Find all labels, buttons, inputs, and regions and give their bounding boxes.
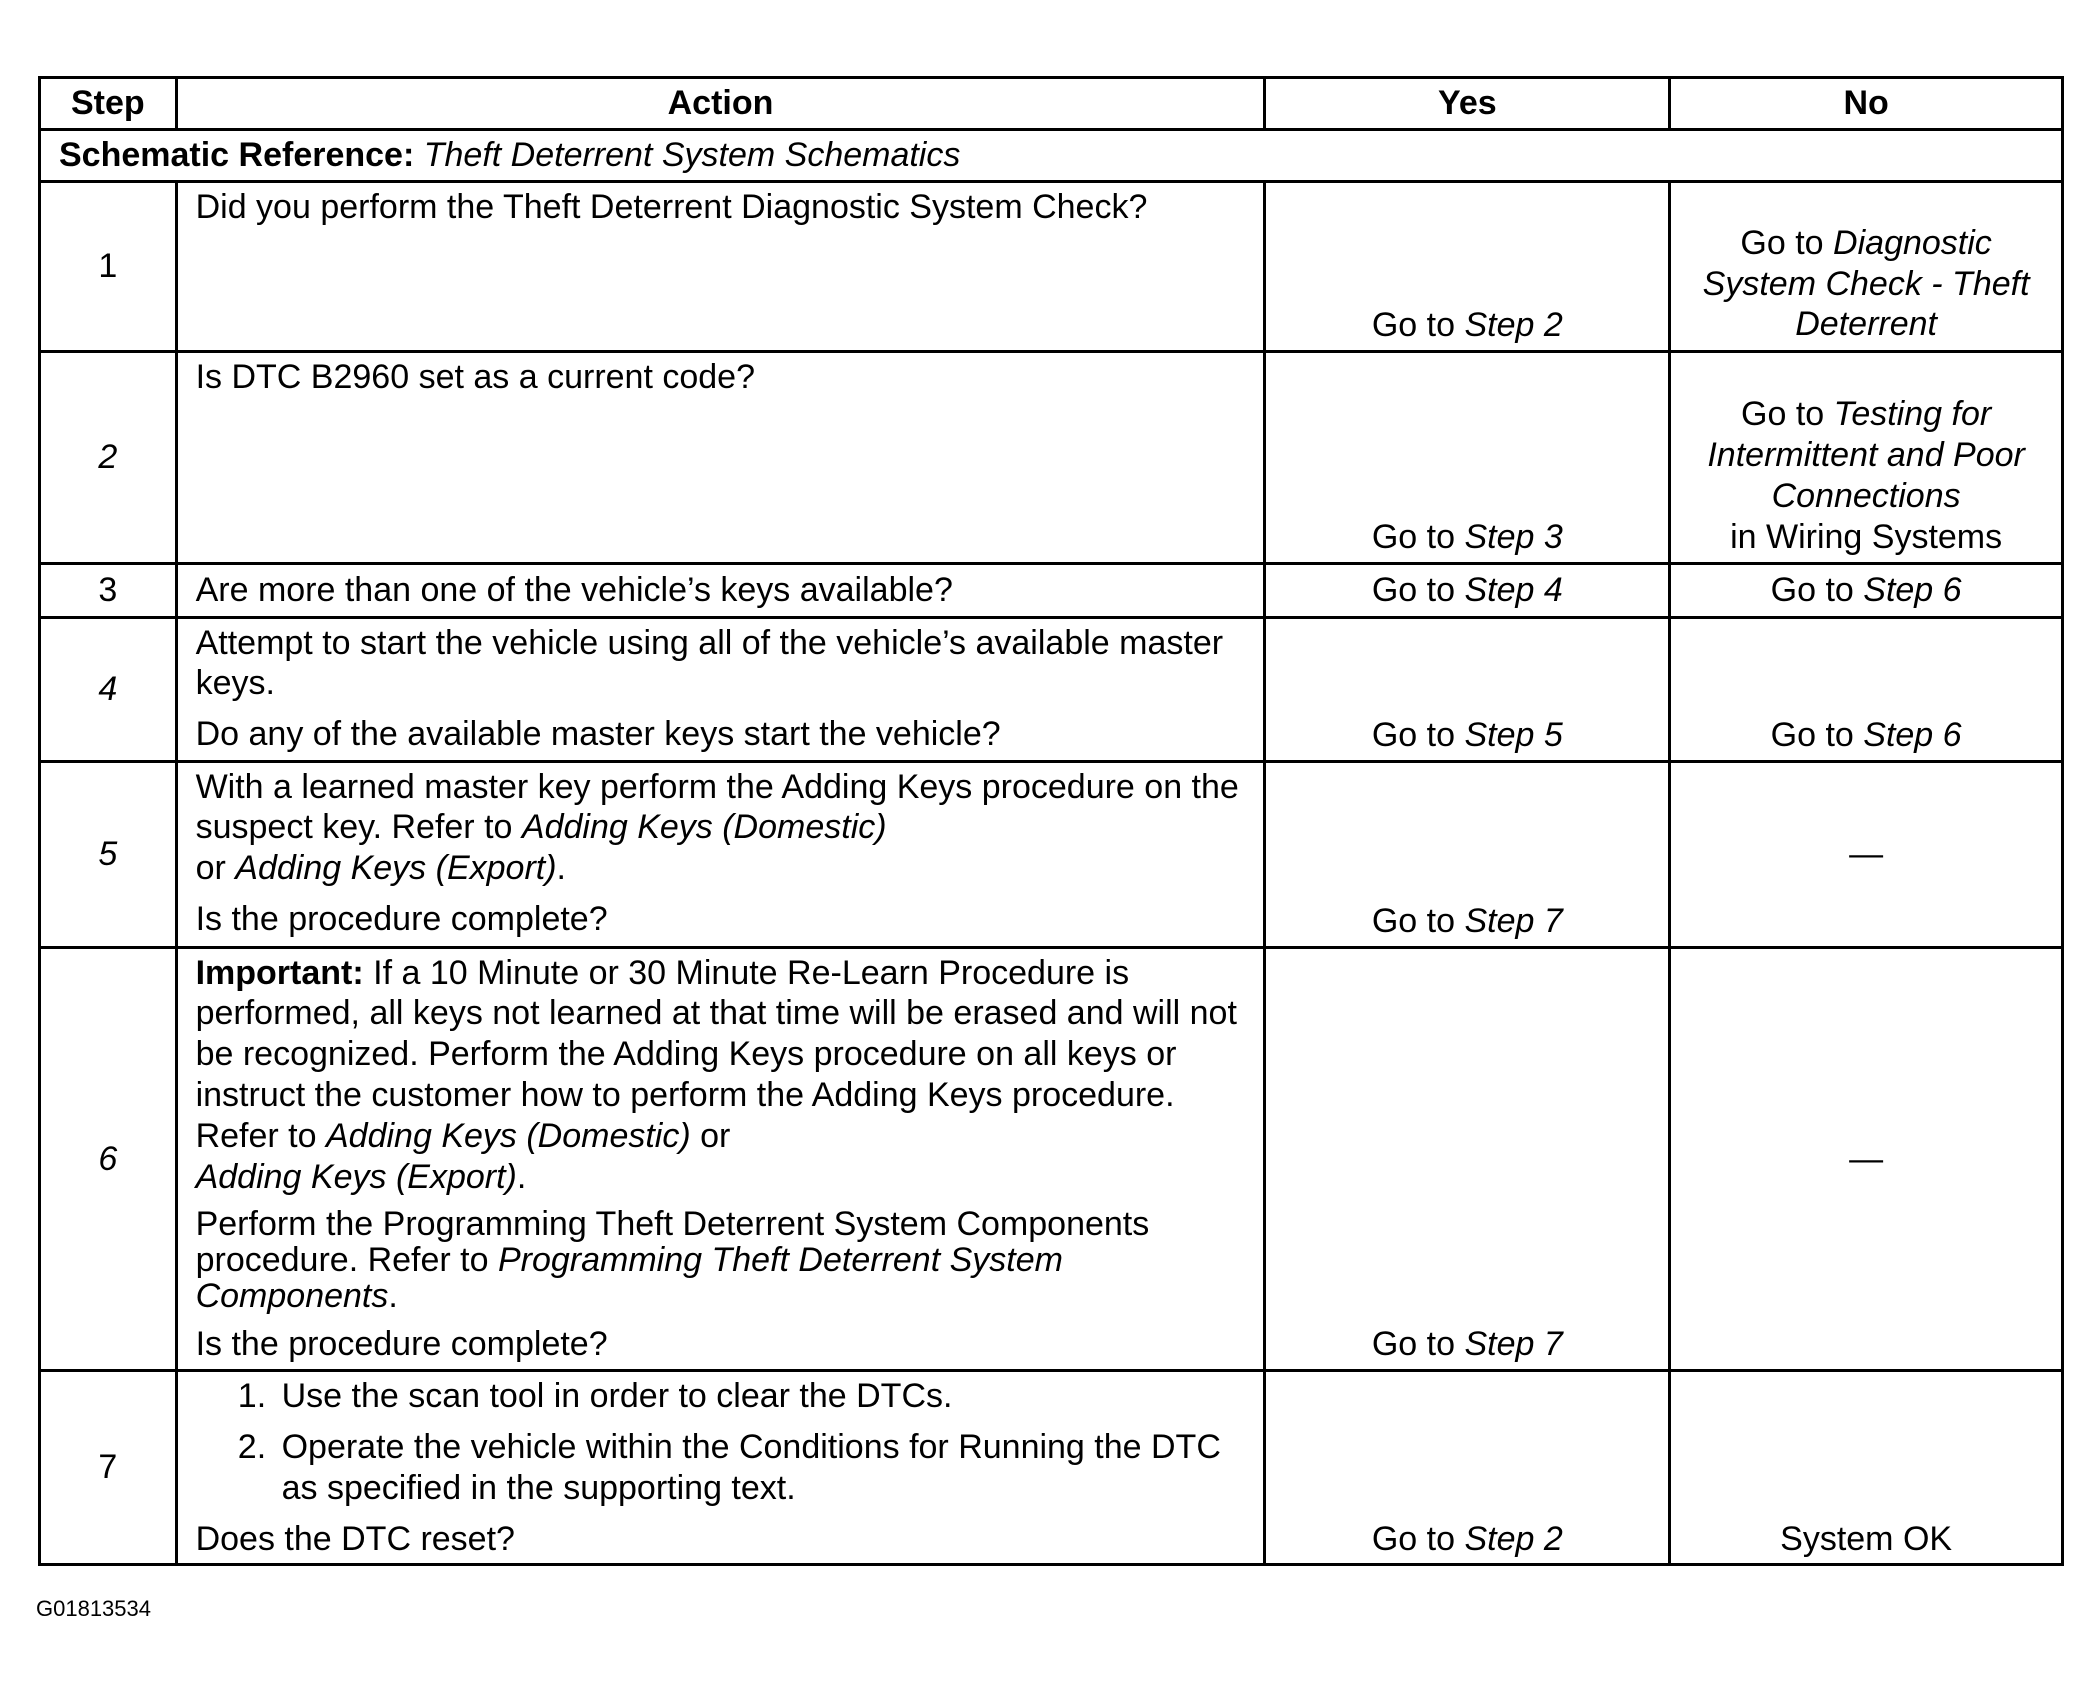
ref-link-domestic[interactable]: Adding Keys (Domestic) bbox=[326, 1116, 691, 1155]
table-row bbox=[40, 351, 2063, 563]
action-cell bbox=[176, 1371, 1265, 1565]
step-number: 4 bbox=[40, 617, 177, 761]
action-question: Are more than one of the vehicle’s keys available? bbox=[195, 570, 953, 609]
table-row bbox=[40, 1371, 2063, 1565]
action-cell bbox=[176, 563, 1265, 617]
ref-link-export[interactable]: Adding Keys (Export) bbox=[195, 1157, 517, 1196]
period: . bbox=[516, 1157, 527, 1196]
step-number: 1 bbox=[40, 181, 177, 351]
yes-step-link[interactable]: Step 5 bbox=[1464, 715, 1563, 754]
header-no: No bbox=[1670, 78, 2063, 130]
important-note bbox=[196, 953, 1246, 1198]
step-number: 6 bbox=[40, 947, 177, 1371]
yes-cell bbox=[1265, 181, 1670, 351]
action-question: Do any of the available master keys start the vehicle? bbox=[195, 715, 1001, 754]
no-dash: — bbox=[1849, 834, 1884, 873]
goto-text: Go to bbox=[1770, 715, 1854, 754]
goto-text: Go to bbox=[1371, 901, 1456, 940]
action-list bbox=[196, 1376, 1246, 1508]
action-instruction bbox=[196, 767, 1246, 889]
no-step-link[interactable]: Step 6 bbox=[1863, 570, 1962, 609]
header-action: Action bbox=[176, 78, 1265, 130]
diagnostic-table bbox=[38, 76, 2064, 1566]
ref-link-programming[interactable]: Programming Theft Deterrent System Components bbox=[195, 1241, 1063, 1315]
yes-step-link[interactable]: Step 4 bbox=[1464, 570, 1563, 609]
ref-link-export[interactable]: Adding Keys (Export) bbox=[235, 849, 557, 888]
yes-step-link[interactable]: Step 7 bbox=[1464, 1325, 1563, 1364]
goto-text: Go to bbox=[1371, 570, 1456, 609]
yes-cell bbox=[1265, 947, 1670, 1371]
goto-text: Go to bbox=[1770, 570, 1854, 609]
action-question: Is the procedure complete? bbox=[195, 899, 608, 938]
period: . bbox=[388, 1276, 398, 1315]
or-text: or bbox=[700, 1116, 731, 1155]
goto-text: Go to bbox=[1371, 715, 1456, 754]
no-cell bbox=[1670, 351, 2063, 563]
no-link[interactable]: Diagnostic System Check - Theft Deterrent bbox=[1702, 223, 2030, 344]
period: . bbox=[556, 849, 566, 888]
action-instruction: Attempt to start the vehicle using all of the vehicle’s available master keys. bbox=[195, 623, 1224, 703]
header-yes: Yes bbox=[1265, 78, 1670, 130]
no-cell bbox=[1670, 947, 2063, 1371]
yes-step-link[interactable]: Step 2 bbox=[1464, 1519, 1563, 1558]
no-link[interactable]: Testing for Intermittent and Poor Connections bbox=[1707, 395, 2025, 515]
yes-cell bbox=[1265, 351, 1670, 563]
yes-step-link[interactable]: Step 3 bbox=[1464, 517, 1563, 556]
instruction-text: With a learned master key perform the Adding Keys procedure on the suspect key. Refer to bbox=[195, 767, 1239, 847]
schematic-link[interactable]: Theft Deterrent System Schematics bbox=[423, 135, 961, 174]
no-cell bbox=[1670, 181, 2063, 351]
no-cell bbox=[1670, 617, 2063, 761]
no-step-link[interactable]: Step 6 bbox=[1863, 715, 1962, 754]
step-number: 7 bbox=[40, 1371, 177, 1565]
yes-cell bbox=[1265, 1371, 1670, 1565]
table-row bbox=[40, 617, 2063, 761]
action-cell bbox=[176, 351, 1265, 563]
action-instruction bbox=[196, 1207, 1246, 1314]
schematic-reference bbox=[40, 129, 2063, 181]
schematic-label: Schematic Reference: bbox=[59, 135, 415, 174]
yes-cell bbox=[1265, 761, 1670, 947]
or-text: or bbox=[195, 849, 226, 888]
goto-text: Go to bbox=[1740, 223, 1824, 262]
action-question: Is the procedure complete? bbox=[195, 1325, 608, 1364]
table-row bbox=[40, 181, 2063, 351]
table-row bbox=[40, 947, 2063, 1371]
ref-link-domestic[interactable]: Adding Keys (Domestic) bbox=[521, 808, 887, 847]
no-cell bbox=[1670, 761, 2063, 947]
action-cell bbox=[176, 617, 1265, 761]
no-result: System OK bbox=[1780, 1519, 1953, 1558]
no-cell bbox=[1670, 563, 2063, 617]
step-number: 5 bbox=[40, 761, 177, 947]
goto-text: Go to bbox=[1371, 305, 1456, 344]
yes-cell bbox=[1265, 563, 1670, 617]
yes-step-link[interactable]: Step 7 bbox=[1464, 901, 1563, 940]
action-question: Did you perform the Theft Deterrent Diagnostic System Check? bbox=[195, 187, 1148, 226]
no-cell bbox=[1670, 1371, 2063, 1565]
important-text: If a 10 Minute or 30 Minute Re-Learn Procedure is performed, all keys not learned at that time will be erased and will not be recognized. Perform the Adding Keys procedure on all keys or instruct the customer how to perform the Adding Keys procedure. Refer to bbox=[195, 953, 1237, 1155]
table-row bbox=[40, 761, 2063, 947]
action-question: Is DTC B2960 set as a current code? bbox=[195, 357, 755, 396]
goto-text: Go to bbox=[1371, 1325, 1456, 1364]
instruction-text: Perform the Programming Theft Deterrent System Components procedure. Refer to bbox=[195, 1205, 1150, 1280]
header-row bbox=[40, 78, 2063, 130]
step-number: 3 bbox=[40, 563, 177, 617]
step-number: 2 bbox=[40, 351, 177, 563]
yes-step-link[interactable]: Step 2 bbox=[1464, 305, 1563, 344]
important-label: Important: bbox=[195, 953, 364, 992]
header-step: Step bbox=[40, 78, 177, 130]
action-question: Does the DTC reset? bbox=[195, 1519, 515, 1558]
goto-text: Go to bbox=[1371, 517, 1456, 556]
figure-code: G01813534 bbox=[36, 1596, 151, 1621]
table-row bbox=[40, 563, 2063, 617]
schematic-row bbox=[40, 129, 2063, 181]
goto-text: Go to bbox=[1371, 1519, 1456, 1558]
list-item: 2. Operate the vehicle within the Conditions for Running the DTC as specified in the supporting text. bbox=[276, 1427, 1246, 1509]
yes-cell bbox=[1265, 617, 1670, 761]
action-cell bbox=[176, 181, 1265, 351]
no-dash: — bbox=[1849, 1139, 1884, 1178]
action-cell bbox=[176, 761, 1265, 947]
action-cell bbox=[176, 947, 1265, 1371]
goto-text: Go to bbox=[1741, 395, 1825, 434]
no-suffix: in Wiring Systems bbox=[1730, 517, 2003, 556]
list-item: 1. Use the scan tool in order to clear the DTCs. bbox=[276, 1376, 1246, 1417]
